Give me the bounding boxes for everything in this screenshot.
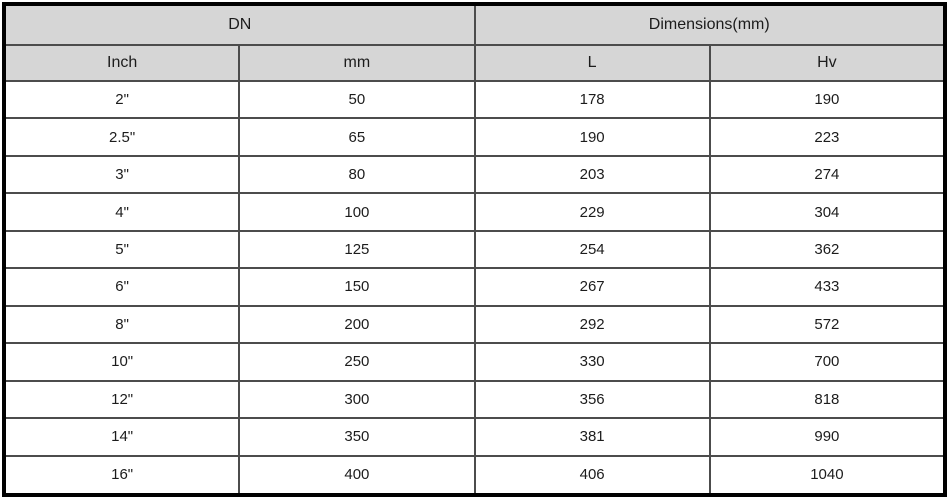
cell-inch: 12" — [4, 381, 239, 418]
cell-hv: 700 — [710, 343, 945, 380]
cell-mm: 200 — [239, 306, 474, 343]
table-row — [4, 381, 945, 418]
cell-l: 330 — [475, 343, 710, 380]
cell-l: 254 — [475, 231, 710, 268]
cell-hv: 304 — [710, 193, 945, 230]
cell-hv: 223 — [710, 118, 945, 155]
cell-inch: 14" — [4, 418, 239, 455]
cell-mm: 125 — [239, 231, 474, 268]
cell-mm: 50 — [239, 81, 474, 118]
cell-hv: 990 — [710, 418, 945, 455]
table-row — [4, 343, 945, 380]
cell-mm: 350 — [239, 418, 474, 455]
cell-inch: 16" — [4, 456, 239, 495]
table-header — [4, 4, 945, 81]
table-row — [4, 456, 945, 495]
cell-inch: 3" — [4, 156, 239, 193]
cell-inch: 5" — [4, 231, 239, 268]
cell-inch: 2.5" — [4, 118, 239, 155]
cell-inch: 4" — [4, 193, 239, 230]
column-header-row — [4, 45, 945, 81]
cell-mm: 250 — [239, 343, 474, 380]
header-cell-dn: DN — [4, 4, 475, 45]
dimensions-table — [2, 2, 947, 497]
cell-mm: 150 — [239, 268, 474, 305]
cell-l: 229 — [475, 193, 710, 230]
cell-l: 406 — [475, 456, 710, 495]
cell-hv: 1040 — [710, 456, 945, 495]
cell-inch: 2" — [4, 81, 239, 118]
table-row — [4, 231, 945, 268]
cell-inch: 10" — [4, 343, 239, 380]
cell-inch: 6" — [4, 268, 239, 305]
table-row — [4, 118, 945, 155]
cell-hv: 433 — [710, 268, 945, 305]
cell-l: 178 — [475, 81, 710, 118]
cell-hv: 190 — [710, 81, 945, 118]
cell-mm: 400 — [239, 456, 474, 495]
table-row — [4, 156, 945, 193]
header-cell-dimensions: Dimensions(mm) — [475, 4, 946, 45]
column-header-l: L — [475, 45, 710, 81]
cell-inch: 8" — [4, 306, 239, 343]
cell-l: 190 — [475, 118, 710, 155]
cell-l: 381 — [475, 418, 710, 455]
table-body — [4, 81, 945, 495]
cell-hv: 274 — [710, 156, 945, 193]
cell-mm: 65 — [239, 118, 474, 155]
cell-l: 292 — [475, 306, 710, 343]
table-row — [4, 306, 945, 343]
cell-mm: 80 — [239, 156, 474, 193]
table-row — [4, 268, 945, 305]
cell-l: 356 — [475, 381, 710, 418]
cell-mm: 300 — [239, 381, 474, 418]
table-row — [4, 418, 945, 455]
cell-hv: 572 — [710, 306, 945, 343]
table-row — [4, 193, 945, 230]
cell-l: 267 — [475, 268, 710, 305]
column-header-mm: mm — [239, 45, 474, 81]
cell-hv: 818 — [710, 381, 945, 418]
column-header-inch: Inch — [4, 45, 239, 81]
cell-hv: 362 — [710, 231, 945, 268]
header-group-row — [4, 4, 945, 45]
cell-l: 203 — [475, 156, 710, 193]
cell-mm: 100 — [239, 193, 474, 230]
table-row — [4, 81, 945, 118]
column-header-hv: Hv — [710, 45, 945, 81]
